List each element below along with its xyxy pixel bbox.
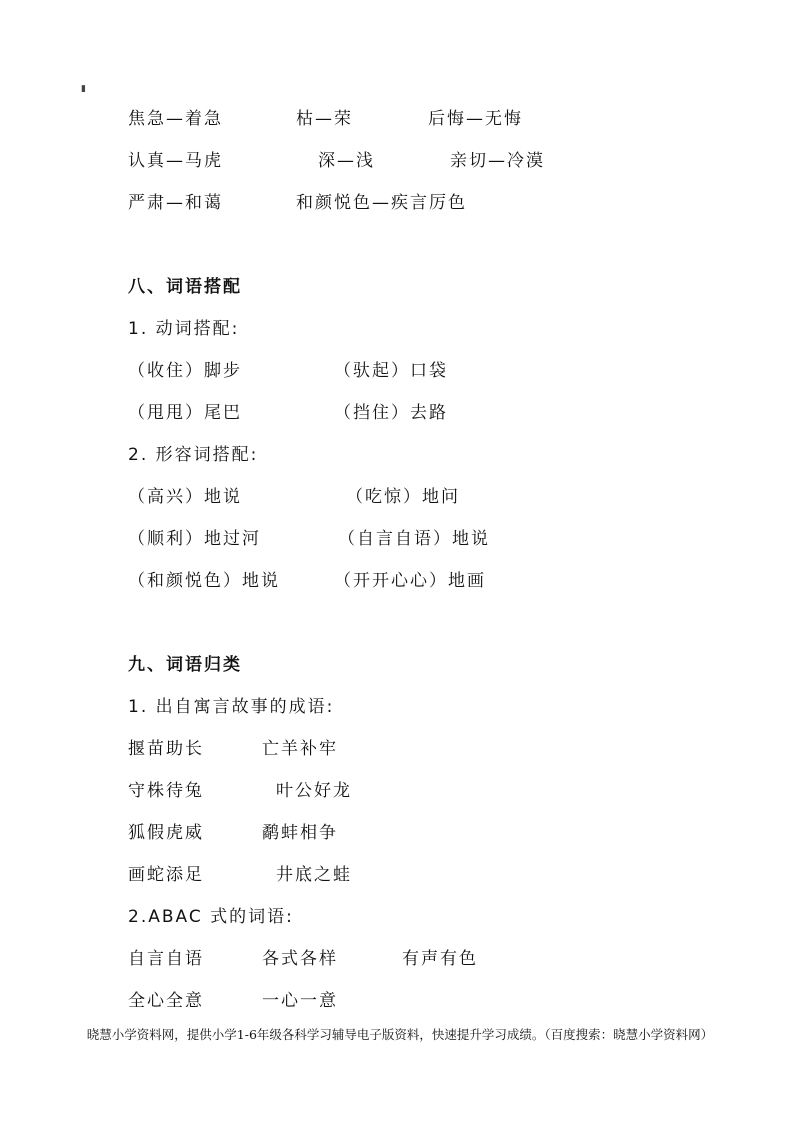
abac-word: 一心一意 — [262, 991, 338, 1011]
antonym-item: 焦急—着急 — [128, 109, 223, 129]
abac-word: 自言自语 — [128, 949, 204, 969]
idiom-item: 守株待兔 — [128, 781, 204, 801]
antonym-item: 和颜悦色—疾言厉色 — [296, 193, 467, 213]
collocation-item: （和颜悦色）地说 — [128, 571, 280, 591]
subsection-title: 2.ABAC 式的词语: — [128, 907, 294, 927]
antonym-item: 亲切—冷漠 — [450, 151, 545, 171]
abac-word: 有声有色 — [402, 949, 478, 969]
antonym-item: 严肃—和蔼 — [128, 193, 223, 213]
subsection-title: 1. 出自寓言故事的成语: — [128, 697, 335, 717]
idiom-item: 鹬蚌相争 — [262, 823, 338, 843]
page-footer: 晓慧小学资料网，提供小学1-6年级各科学习辅导电子版资料，快速提升学习成绩。（百度搜索：晓慧小学资料网） — [86, 1027, 714, 1042]
idiom-item: 画蛇添足 — [128, 865, 204, 885]
collocation-item: （挡住）去路 — [334, 403, 448, 423]
antonym-item: 后悔—无悔 — [428, 109, 523, 129]
antonym-item: 枯—荣 — [296, 109, 353, 129]
antonym-item: 深—浅 — [318, 151, 375, 171]
idiom-item: 揠苗助长 — [128, 739, 204, 759]
abac-word: 各式各样 — [262, 949, 338, 969]
section-heading: 八、词语搭配 — [128, 277, 242, 297]
collocation-item: （自言自语）地说 — [338, 529, 490, 549]
collocation-item: （收住）脚步 — [128, 361, 242, 381]
idiom-item: 井底之蛙 — [276, 865, 352, 885]
idiom-item: 亡羊补牢 — [262, 739, 338, 759]
subsection-title: 2. 形容词搭配: — [128, 445, 259, 465]
idiom-item: 狐假虎威 — [128, 823, 204, 843]
collocation-item: （顺利）地过河 — [128, 529, 261, 549]
collocation-item: （驮起）口袋 — [334, 361, 448, 381]
subsection-title: 1. 动词搭配: — [128, 319, 240, 339]
collocation-item: （高兴）地说 — [128, 487, 242, 507]
collocation-item: （吃惊）地问 — [346, 487, 460, 507]
header-mark: ▮ — [81, 84, 86, 94]
section-heading: 九、词语归类 — [128, 655, 242, 675]
abac-word: 全心全意 — [128, 991, 204, 1011]
collocation-item: （甩甩）尾巴 — [128, 403, 242, 423]
collocation-item: （开开心心）地画 — [334, 571, 486, 591]
idiom-item: 叶公好龙 — [276, 781, 352, 801]
antonym-item: 认真—马虎 — [128, 151, 223, 171]
